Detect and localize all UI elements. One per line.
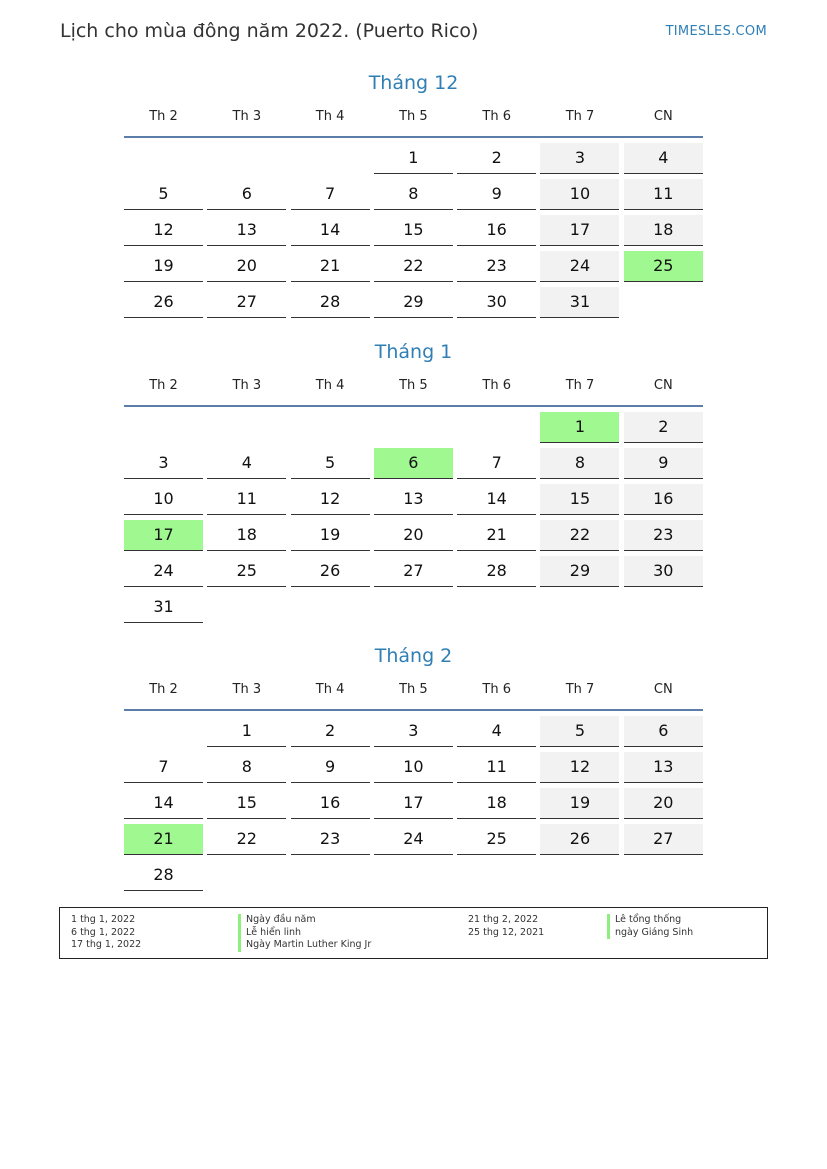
month-title: Tháng 2 (374, 645, 453, 667)
day-cell: 31 (124, 592, 203, 623)
weekday-label: Th 4 (315, 109, 345, 124)
day-cell: 19 (540, 788, 619, 819)
day-cell: 26 (540, 824, 619, 855)
weekday-label: Th 7 (565, 682, 595, 697)
day-cell: 21 (291, 251, 370, 282)
day-cell: 20 (207, 251, 286, 282)
day-cell: 5 (291, 448, 370, 479)
empty-cell (124, 412, 203, 442)
holiday-day-cell: 6 (374, 448, 453, 479)
day-cell: 7 (457, 448, 536, 479)
day-cell: 28 (291, 287, 370, 318)
day-cell: 25 (207, 556, 286, 587)
day-cell: 8 (540, 448, 619, 479)
day-cell: 10 (374, 752, 453, 783)
day-cell: 20 (624, 788, 703, 819)
day-cell: 7 (291, 179, 370, 210)
day-cell: 4 (624, 143, 703, 174)
day-cell: 3 (374, 716, 453, 747)
day-cell: 22 (207, 824, 286, 855)
weekday-label: Th 5 (399, 682, 428, 697)
weekday-label: Th 5 (399, 109, 428, 124)
weekday-label: Th 7 (565, 378, 595, 393)
day-cell: 26 (291, 556, 370, 587)
day-cell: 4 (457, 716, 536, 747)
weekday-label: Th 6 (482, 378, 511, 393)
day-cell: 7 (124, 752, 203, 783)
day-cell: 2 (624, 412, 703, 443)
day-cell: 15 (540, 484, 619, 515)
day-cell: 14 (457, 484, 536, 515)
day-cell: 27 (207, 287, 286, 318)
day-cell: 9 (291, 752, 370, 783)
day-cell: 13 (207, 215, 286, 246)
day-cell: 14 (291, 215, 370, 246)
day-cell: 1 (207, 716, 286, 747)
day-cell: 4 (207, 448, 286, 479)
weekday-label: Th 2 (149, 682, 178, 697)
day-cell: 31 (540, 287, 619, 318)
legend-names-2 (607, 914, 693, 939)
day-cell: 18 (457, 788, 536, 819)
weekday-label: CN (653, 109, 673, 124)
legend-date: 1 thg 1, 2022 (71, 914, 136, 925)
day-cell: 28 (457, 556, 536, 587)
weekday-label: Th 6 (482, 109, 511, 124)
empty-cell (291, 412, 370, 442)
day-cell: 5 (124, 179, 203, 210)
day-cell: 30 (457, 287, 536, 318)
weekday-label: Th 3 (232, 378, 262, 393)
legend-holiday-name: Lễ hiển linh (238, 927, 371, 940)
month-february (124, 641, 703, 891)
weekday-label: CN (653, 378, 673, 393)
day-cell: 12 (124, 215, 203, 246)
day-cell: 18 (624, 215, 703, 246)
legend-holiday-name: Ngày Martin Luther King Jr (238, 939, 371, 952)
day-cell: 24 (540, 251, 619, 282)
day-cell: 26 (124, 287, 203, 318)
month-january (124, 337, 703, 623)
day-grid (124, 412, 703, 623)
holiday-day-cell: 1 (540, 412, 619, 443)
day-cell: 6 (624, 716, 703, 747)
day-cell: 22 (540, 520, 619, 551)
day-cell: 19 (291, 520, 370, 551)
day-cell: 18 (207, 520, 286, 551)
holiday-day-cell: 17 (124, 520, 203, 551)
day-cell: 27 (624, 824, 703, 855)
day-cell: 3 (124, 448, 203, 479)
day-cell: 9 (457, 179, 536, 210)
day-cell: 12 (291, 484, 370, 515)
day-cell: 23 (457, 251, 536, 282)
empty-cell (207, 143, 286, 173)
day-cell: 10 (540, 179, 619, 210)
day-cell: 29 (374, 287, 453, 318)
day-cell: 8 (374, 179, 453, 210)
day-cell: 23 (291, 824, 370, 855)
day-cell: 16 (457, 215, 536, 246)
day-cell: 28 (124, 860, 203, 891)
day-cell: 8 (207, 752, 286, 783)
weekday-label: Th 6 (482, 682, 511, 697)
day-cell: 11 (207, 484, 286, 515)
legend-date: 21 thg 2, 2022 (468, 914, 539, 925)
weekday-label: Th 5 (399, 378, 428, 393)
legend-names-1 (238, 914, 371, 952)
day-cell: 14 (124, 788, 203, 819)
day-cell: 6 (207, 179, 286, 210)
legend-dates-2 (468, 914, 544, 939)
day-cell: 19 (124, 251, 203, 282)
day-cell: 23 (624, 520, 703, 551)
day-cell: 1 (374, 143, 453, 174)
day-cell: 13 (624, 752, 703, 783)
holiday-day-cell: 21 (124, 824, 203, 855)
weekday-header (124, 108, 703, 138)
legend-dates-1 (71, 914, 141, 952)
legend-date: 25 thg 12, 2021 (468, 926, 545, 938)
day-cell: 15 (207, 788, 286, 819)
day-cell: 29 (540, 556, 619, 587)
day-cell: 30 (624, 556, 703, 587)
empty-cell (207, 412, 286, 442)
holiday-day-cell: 25 (624, 251, 703, 282)
day-cell: 2 (291, 716, 370, 747)
day-cell: 16 (291, 788, 370, 819)
day-cell: 2 (457, 143, 536, 174)
day-cell: 17 (374, 788, 453, 819)
legend-date: 17 thg 1, 2022 (71, 939, 142, 950)
legend-holiday-name: ngày Giáng Sinh (607, 927, 693, 940)
weekday-label: Th 2 (149, 378, 178, 393)
day-cell: 21 (457, 520, 536, 551)
weekday-label: Th 3 (232, 682, 262, 697)
weekday-label: CN (653, 682, 673, 697)
day-cell: 10 (124, 484, 203, 515)
weekday-label: Th 2 (149, 109, 178, 124)
day-cell: 16 (624, 484, 703, 515)
weekday-header (124, 377, 703, 407)
day-cell: 12 (540, 752, 619, 783)
day-cell: 20 (374, 520, 453, 551)
day-cell: 24 (124, 556, 203, 587)
day-cell: 24 (374, 824, 453, 855)
weekday-label: Th 4 (315, 378, 345, 393)
legend-date: 6 thg 1, 2022 (71, 926, 136, 938)
empty-cell (457, 412, 536, 442)
empty-cell (291, 143, 370, 173)
holiday-legend (59, 907, 768, 959)
legend-holiday-name: Lê tổng thống (607, 914, 693, 927)
empty-cell (124, 143, 203, 173)
empty-cell (124, 716, 203, 746)
month-title: Tháng 12 (368, 72, 459, 94)
day-cell: 9 (624, 448, 703, 479)
legend-holiday-name: Ngày đầu năm (238, 914, 371, 927)
day-cell: 5 (540, 716, 619, 747)
day-grid (124, 143, 703, 318)
day-cell: 11 (624, 179, 703, 210)
day-cell: 22 (374, 251, 453, 282)
day-cell: 27 (374, 556, 453, 587)
page-title: Lịch cho mùa đông năm 2022. (Puerto Rico) (60, 20, 479, 42)
day-cell: 25 (457, 824, 536, 855)
empty-cell (374, 412, 453, 442)
month-december (124, 68, 703, 318)
day-cell: 3 (540, 143, 619, 174)
weekday-label: Th 4 (315, 682, 345, 697)
day-cell: 15 (374, 215, 453, 246)
site-link[interactable]: TIMESLES.COM (665, 24, 767, 39)
day-cell: 13 (374, 484, 453, 515)
day-cell: 11 (457, 752, 536, 783)
weekday-label: Th 3 (232, 109, 262, 124)
day-grid (124, 716, 703, 891)
day-cell: 17 (540, 215, 619, 246)
month-title: Tháng 1 (374, 341, 453, 363)
weekday-label: Th 7 (565, 109, 595, 124)
weekday-header (124, 681, 703, 711)
